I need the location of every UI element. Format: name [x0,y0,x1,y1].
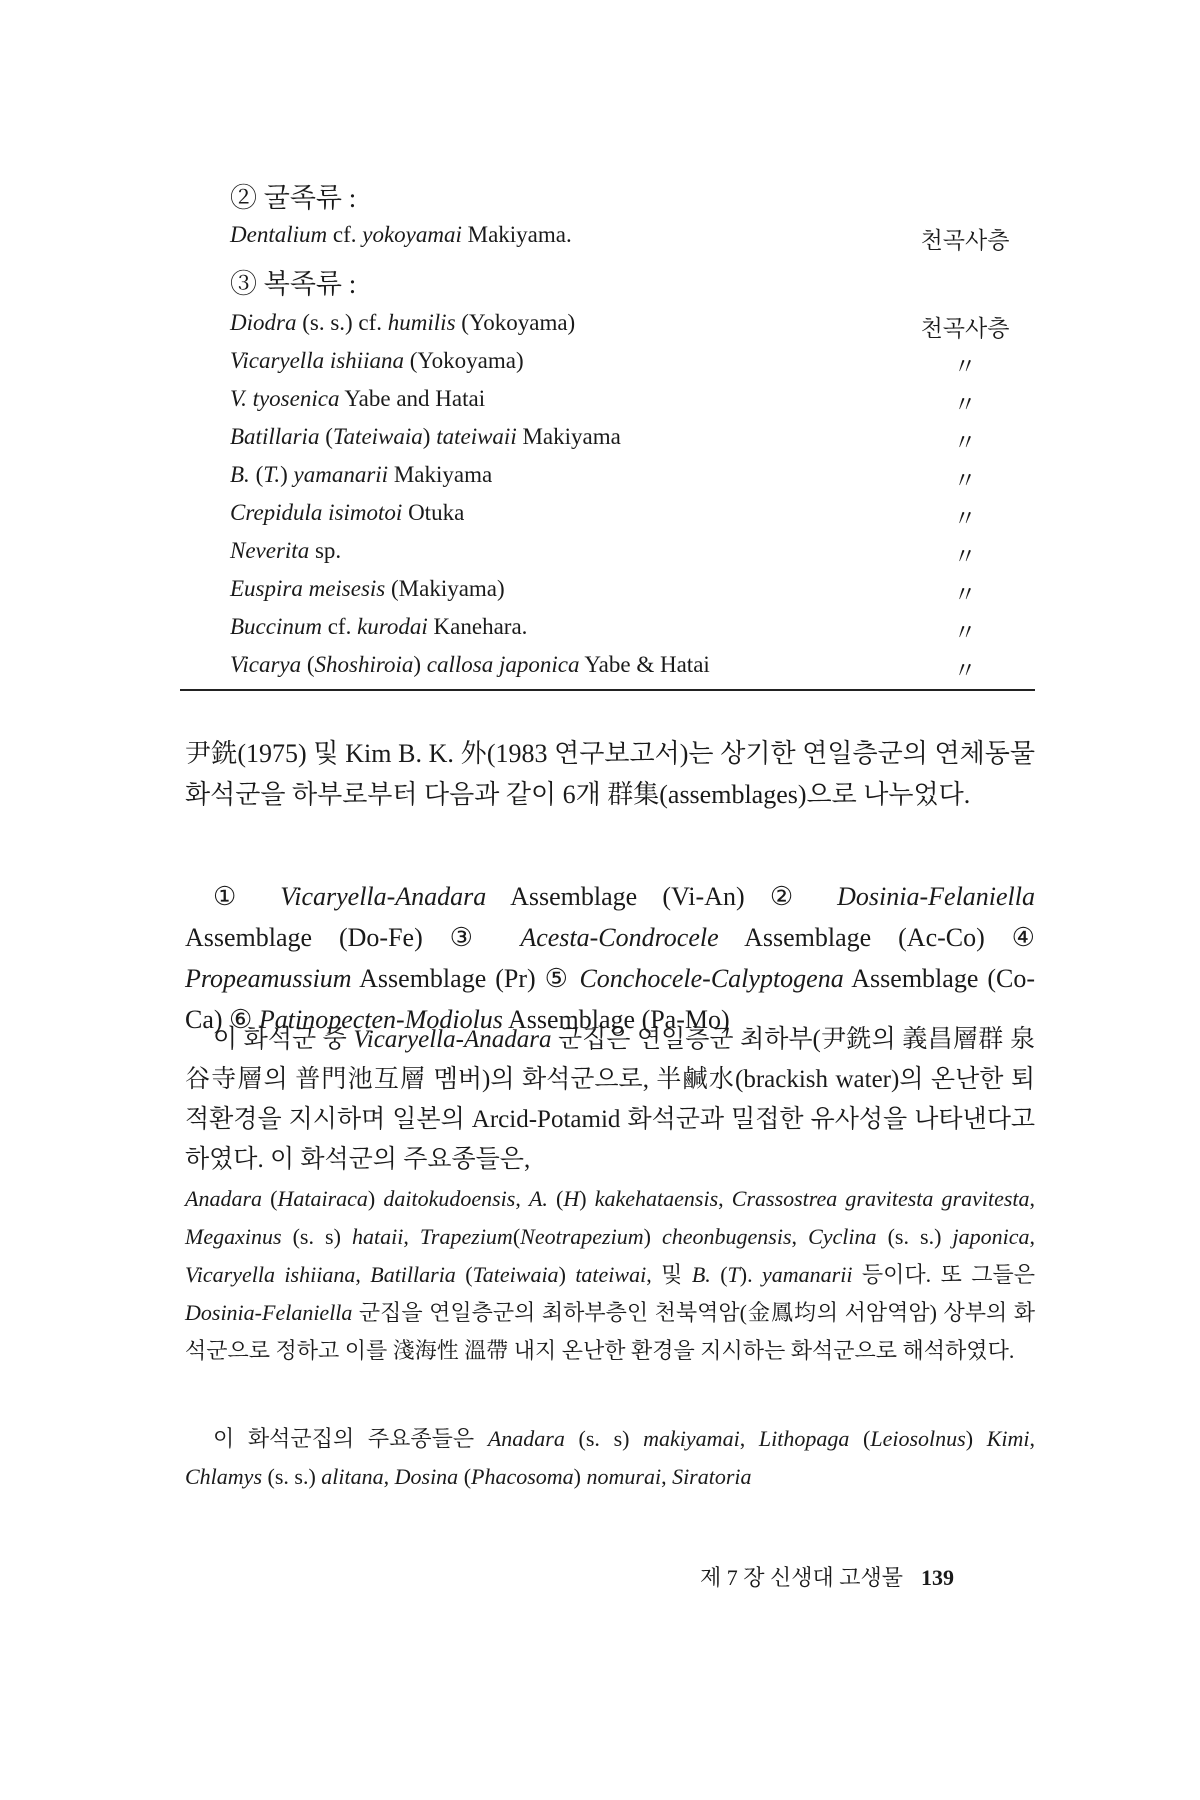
species-row [230,462,1020,498]
species-name: Vicaryella ishiiana (Yokoyama) [230,348,524,373]
species-row [230,310,1020,346]
species-name: Crepidula isimotoi Otuka [230,500,465,525]
formation-name: 〃 [953,354,977,379]
species-row [230,500,1020,536]
species-row [230,538,1020,574]
formation-name: 〃 [953,620,977,645]
formation-name: 〃 [953,544,977,569]
table-divider [180,689,1035,691]
paragraph-species-list: Anadara (Hatairaca) daitokudoensis, A. (H) kakehataensis, Crassostrea gravitesta gravitesta, Megaxinus (s. s) hataii, Trapezium(Neotrapezium) cheonbugensis, Cyclina (s. s.) japonica, Vicaryella ishiiana, Batillaria (Tateiwaia) tateiwai, 및 B. (T). yamanarii 등이다. 또 그들은 Dosinia-Felaniella 군집을 연일층군의 최하부층인 천북역암(金鳳均의 서암역암) 상부의 화석군으로 정하고 이를 淺海性 溫帶 내지 온난한 환경을 지시하는 화석군으로 해석하였다. [185,1186,1036,1363]
chapter-title: 제 7 장 신생대 고생물 [700,1565,904,1590]
species-row [230,614,1020,650]
paragraph-assemblage-list: ① Vicaryella-Anadara Assemblage (Vi-An) ② Dosinia-Felaniella Assemblage (Do-Fe) ③ Acesta-Condrocele Assemblage (Ac-Co) ④ Propeamussium Assemblage (Pr) ⑤ Conchocele-Calyptogena Assemblage (Co-Ca) ⑥ Patinopecten-Modiolus Assemblage (Pa-Mo) [185,882,1036,1034]
species-row [230,222,1020,258]
formation-name: 천곡사층 [920,316,1010,341]
species-name: V. tyosenica Yabe and Hatai [230,386,486,411]
species-name: Diodra (s. s.) cf. humilis (Yokoyama) [230,310,576,335]
heading-gastropoda: ③ 복족류 : [230,269,357,299]
page-number: 139 [921,1565,955,1590]
formation-name: 〃 [953,430,977,455]
species-name: Euspira meisesis (Makiyama) [230,576,505,601]
species-row [230,652,1020,688]
formation-name: 〃 [953,392,977,417]
paragraph-dosinia-species: 이 화석군집의 주요종들은 Anadara (s. s) makiyamai, Lithopaga (Leiosolnus) Kimi, Chlamys (s. s.) alitana, Dosina (Phacosoma) nomurai, Siratoria [185,1426,1036,1489]
species-row [230,348,1020,384]
paragraph-vicaryella-anadara: 이 화석군 중 Vicaryella-Anadara 군집은 연일층군 최하부(尹銑의 義昌層群 泉谷寺層의 普門池互層 멤버)의 화석군으로, 半鹹水(brackish water)의 온난한 퇴적환경을 지시하며 일본의 Arcid-Potamid 화석군과 밀접한 유사성을 나타낸다고 하였다. 이 화석군의 주요종들은, [185,1026,1035,1173]
formation-name: 천곡사층 [920,228,1010,253]
species-row [230,386,1020,422]
species-name: Batillaria (Tateiwaia) tateiwaii Makiyama [230,424,621,449]
species-name: Neverita sp. [230,538,342,563]
species-name: Dentalium cf. yokoyamai Makiyama. [230,222,572,247]
species-row [230,576,1020,612]
page-footer [700,1561,954,1592]
species-name: Vicarya (Shoshiroia) callosa japonica Yabe & Hatai [230,652,710,677]
heading-scaphopoda: ② 굴족류 : [230,183,357,213]
formation-name: 〃 [953,468,977,493]
formation-name: 〃 [953,658,977,683]
species-name: Buccinum cf. kurodai Kanehara. [230,614,528,639]
paragraph-intro: 尹銑(1975) 및 Kim B. K. 外(1983 연구보고서)는 상기한 연일층군의 연체동물 화석군을 하부로부터 다음과 같이 6개 群集(assemblages)으로 나누었다. [185,739,1035,809]
species-row [230,424,1020,460]
species-name: B. (T.) yamanarii Makiyama [230,462,493,487]
formation-name: 〃 [953,582,977,607]
formation-name: 〃 [953,506,977,531]
